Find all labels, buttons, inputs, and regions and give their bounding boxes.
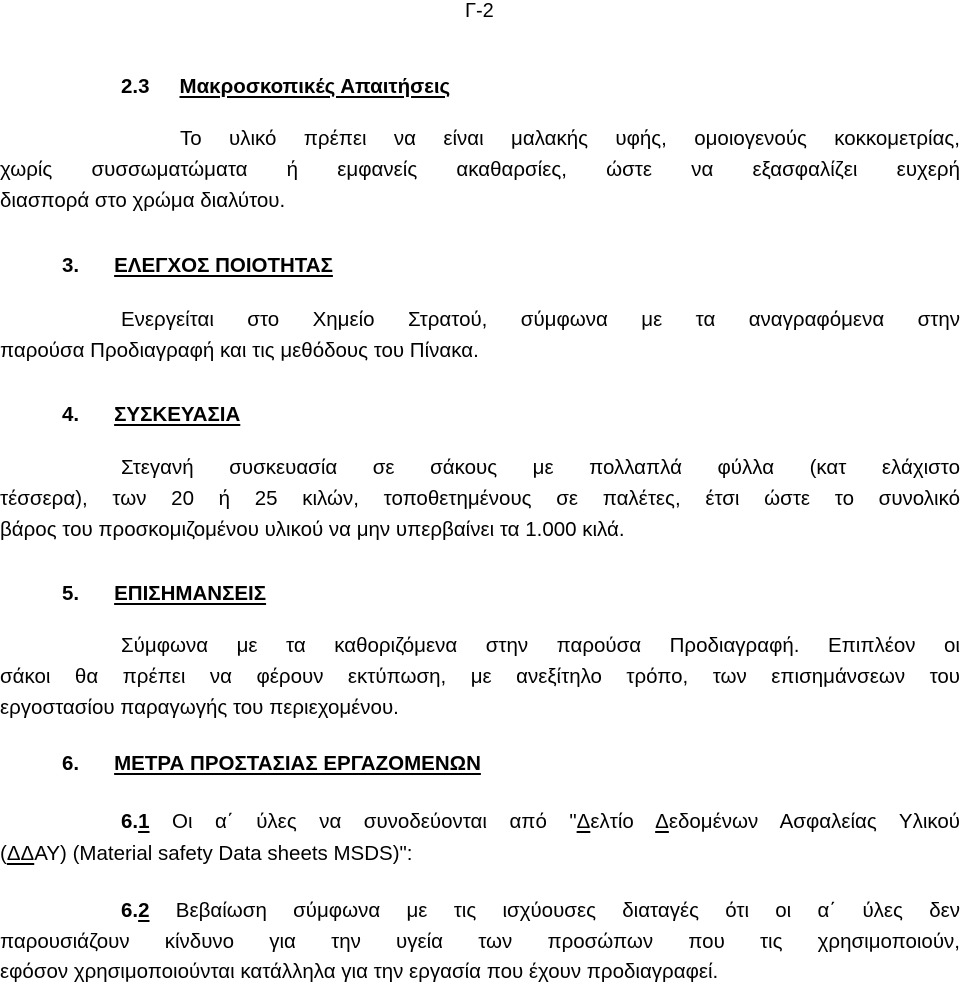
section-5-line-2: σάκοι θα πρέπει να φέρουν εκτύπωση, με ανεξίτηλο τρόπο, των επισημάνσεων του (0, 665, 960, 688)
section-6-1-text-b: ελτίο (590, 810, 656, 833)
section-2-3-title: Μακροσκοπικές Απαιτήσεις (179, 75, 451, 98)
section-6-1-delta-1: Δ (576, 810, 591, 833)
section-2-3-line-3: διασπορά στο χρώμα διαλύτου. (0, 189, 286, 212)
section-5-title: ΕΠΙΣΗΜΑΝΣΕΙΣ (114, 582, 267, 605)
section-3-line-2: παρούσα Προδιαγραφή και τις μεθόδους του Πίνακα. (0, 339, 479, 362)
section-5-line-1: Σύμφωνα με τα καθοριζόμενα στην παρούσα Προδιαγραφή. Επιπλέον οι (121, 634, 960, 657)
section-6-2-line-1 (121, 899, 960, 923)
section-2-3-heading (121, 75, 450, 99)
section-6-2-line-3: εφόσον χρησιμοποιούνται κατάλληλα για την εργασία που έχουν προδιαγραφεί. (0, 960, 719, 983)
section-4-line-2: τέσσερα), των 20 ή 25 κιλών, τοποθετημένους σε παλέτες, έτσι ώστε το συνολικό (0, 487, 960, 510)
section-6-1-paren: ( (0, 842, 7, 865)
section-5-line-3: εργοστασίου παραγωγής του περιεχομένου. (0, 696, 399, 719)
section-6-1-line-2 (0, 842, 413, 866)
section-6-1-delta-2: Δ (655, 810, 669, 833)
section-6-1-text-d: ΑΥ) (Material safety Data sheets MSDS)": (34, 842, 413, 865)
section-4-line-3: βάρος του προσκομιζομένου υλικού να μην υπερβαίνει τα 1.000 κιλά. (0, 518, 625, 541)
section-6-number: 6. (62, 752, 80, 775)
section-4-heading (62, 403, 240, 427)
section-4-title: ΣΥΣΚΕΥΑΣΙΑ (114, 403, 241, 426)
section-2-3-line-1: Το υλικό πρέπει να είναι μαλακής υφής, ομοιογενούς κοκκομετρίας, (180, 127, 960, 150)
section-4-line-1: Στεγανή συσκευασία σε σάκους με πολλαπλά φύλλα (κατ ελάχιστο (121, 456, 960, 479)
section-3-number: 3. (62, 254, 80, 277)
section-6-2-text-a: Βεβαίωση σύμφωνα με τις ισχύουσες διαταγές ότι οι α΄ ύλες δεν (175, 899, 960, 922)
section-6-1-text-c: εδομένων Ασφαλείας Υλικού (668, 810, 960, 833)
section-6-1-dd: ΔΔ (6, 842, 35, 865)
section-6-2-number: 6.2 (121, 899, 150, 922)
section-6-2-line-2: παρουσιάζουν κίνδυνο για την υγεία των προσώπων που τις χρησιμοποιούν, (0, 930, 960, 953)
section-4-number: 4. (62, 403, 80, 426)
section-3-heading (62, 254, 333, 278)
section-3-title: ΕΛΕΓΧΟΣ ΠΟΙΟΤΗΤΑΣ (114, 254, 333, 277)
section-5-heading (62, 582, 266, 606)
section-5-number: 5. (62, 582, 80, 605)
section-3-line-1: Ενεργείται στο Χημείο Στρατού, σύμφωνα με τα αναγραφόμενα στην (121, 308, 960, 331)
section-2-3-line-2: χωρίς συσσωματώματα ή εμφανείς ακαθαρσίες, ώστε να εξασφαλίζει ευχερή (0, 158, 960, 181)
section-6-1-text-a: Οι α΄ ύλες να συνοδεύονται από " (172, 810, 577, 833)
page-number: Γ-2 (465, 0, 494, 22)
section-2-3-number: 2.3 (121, 75, 150, 98)
section-6-heading (62, 752, 481, 776)
section-6-1-line-1 (121, 810, 960, 834)
section-6-title: ΜΕΤΡΑ ΠΡΟΣΤΑΣΙΑΣ ΕΡΓΑΖΟΜΕΝΩΝ (114, 752, 481, 775)
section-6-1-number: 6.1 (121, 810, 150, 833)
